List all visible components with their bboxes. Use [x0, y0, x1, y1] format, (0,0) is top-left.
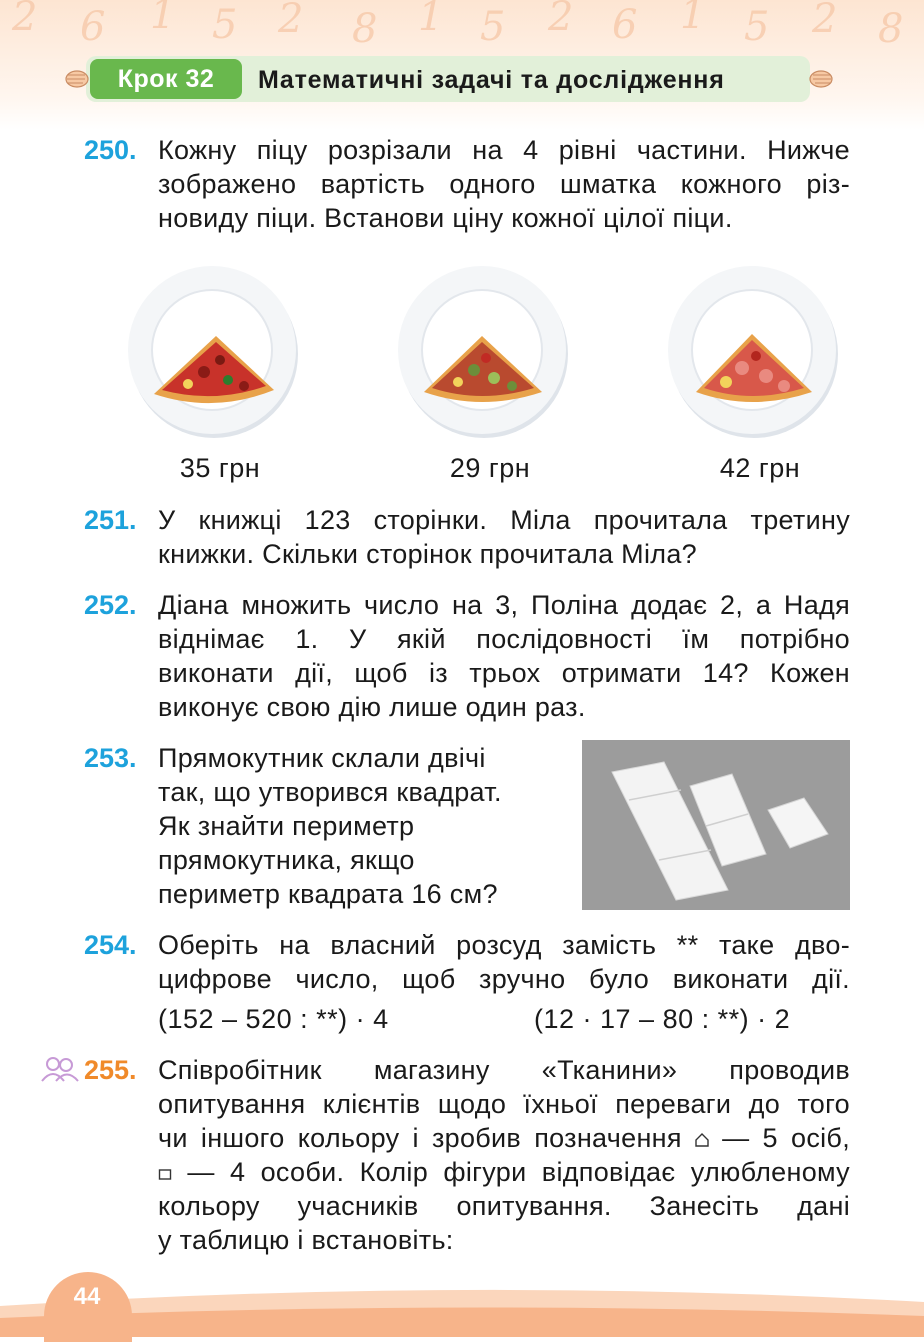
pointing-hand-icon [806, 64, 836, 94]
problem-number: 254. [84, 930, 137, 960]
text-line: зображено вартість одного шматка кожного різ- [158, 169, 850, 199]
decorative-digits [0, 0, 924, 60]
bg-digit: 2 [812, 0, 838, 42]
text-segment: — 5 осіб, [722, 1123, 850, 1153]
problem-250-text [158, 133, 850, 235]
text-line: Оберіть на власний розсуд замість ** таке дво- [158, 930, 850, 960]
problem-number: 252. [84, 590, 137, 620]
footer-wave [0, 1286, 924, 1337]
step-badge: Крок 32 [90, 59, 242, 99]
square-icon [158, 1167, 172, 1181]
expression-1: (152 – 520 : **) · 4 [158, 1004, 389, 1034]
page-title: Математичні задачі та дослідження [258, 66, 725, 94]
text-line: новиду піци. Встанови ціну кожної цілої піци. [158, 203, 733, 233]
bg-digit: 2 [548, 0, 574, 40]
text-line: прямокутника, якщо [158, 845, 415, 875]
problem-253-text [158, 741, 558, 911]
bg-digit: 5 [480, 4, 506, 50]
text-line-with-triangle [158, 1121, 850, 1155]
text-line: Кожну піцу розрізали на 4 рівні частини. Нижче [158, 135, 850, 165]
text-line: книжки. Скільки сторінок прочитала Міла? [158, 539, 697, 569]
bg-digit: 6 [612, 2, 638, 48]
text-line: виконує свою дію лише один раз. [158, 692, 586, 722]
bg-digit: 8 [352, 6, 378, 52]
problem-number: 253. [84, 743, 137, 773]
problem-number: 250. [84, 135, 137, 165]
pizza-plate-image [664, 262, 840, 438]
bg-digit: 5 [212, 2, 238, 48]
bg-digit: 5 [744, 4, 770, 50]
text-line: Як знайти периметр [158, 811, 415, 841]
bg-digit: 6 [80, 4, 106, 50]
bg-digit: 2 [278, 0, 304, 42]
bg-digit: 1 [418, 0, 444, 40]
folded-paper-photo [582, 740, 850, 910]
text-line: периметр квадрата 16 см? [158, 879, 498, 909]
text-line-with-square [158, 1155, 850, 1189]
house-triangle-icon [695, 1133, 709, 1147]
problem-number: 255. [84, 1055, 137, 1085]
problem-254-text [158, 928, 850, 996]
problem-255-text [158, 1053, 850, 1257]
pizza-plate-image [124, 262, 300, 438]
bg-digit: 1 [680, 0, 706, 38]
price-label: 42 грн [719, 453, 801, 483]
text-line: виконати дії, щоб із трьох отримати 14? Кожен [158, 658, 850, 688]
text-line: цифрове число, щоб зручно було виконати дії. [158, 964, 850, 994]
bg-digit: 2 [12, 0, 38, 40]
problem-251-text [158, 503, 850, 571]
text-line: у таблицю і встановіть: [158, 1225, 454, 1255]
price-label: 35 грн [179, 453, 261, 483]
text-segment: чи іншого кольору і зробив позначення [158, 1123, 682, 1153]
text-line: У книжці 123 сторінки. Міла прочитала третину [158, 505, 850, 535]
text-line: Прямокутник склали двічі [158, 743, 486, 773]
group-work-icon [40, 1055, 80, 1083]
expression-2: (12 · 17 – 80 : **) · 2 [534, 1004, 791, 1034]
problem-number: 251. [84, 505, 137, 535]
text-line: Діана множить число на 3, Поліна додає 2, а Надя [158, 590, 850, 620]
text-segment: — 4 особи. Колір фігури відповідає улюбленому [187, 1157, 850, 1187]
page-number: 44 [73, 1283, 101, 1310]
bg-digit: 1 [150, 0, 176, 38]
bg-digit: 8 [878, 6, 904, 52]
problem-252-text [158, 588, 850, 724]
text-line: так, що утворився квадрат. [158, 777, 502, 807]
text-line: Співробітник магазину «Тканини» проводив [158, 1055, 850, 1085]
pointing-hand-icon [62, 64, 92, 94]
text-line: опитування клієнтів щодо їхньої переваги до того [158, 1089, 850, 1119]
price-label: 29 грн [449, 453, 531, 483]
text-line: віднімає 1. У якій послідовності їм потрібно [158, 624, 850, 654]
text-line: кольору учасників опитування. Занесіть дані [158, 1191, 850, 1221]
pizza-plate-image [394, 262, 570, 438]
